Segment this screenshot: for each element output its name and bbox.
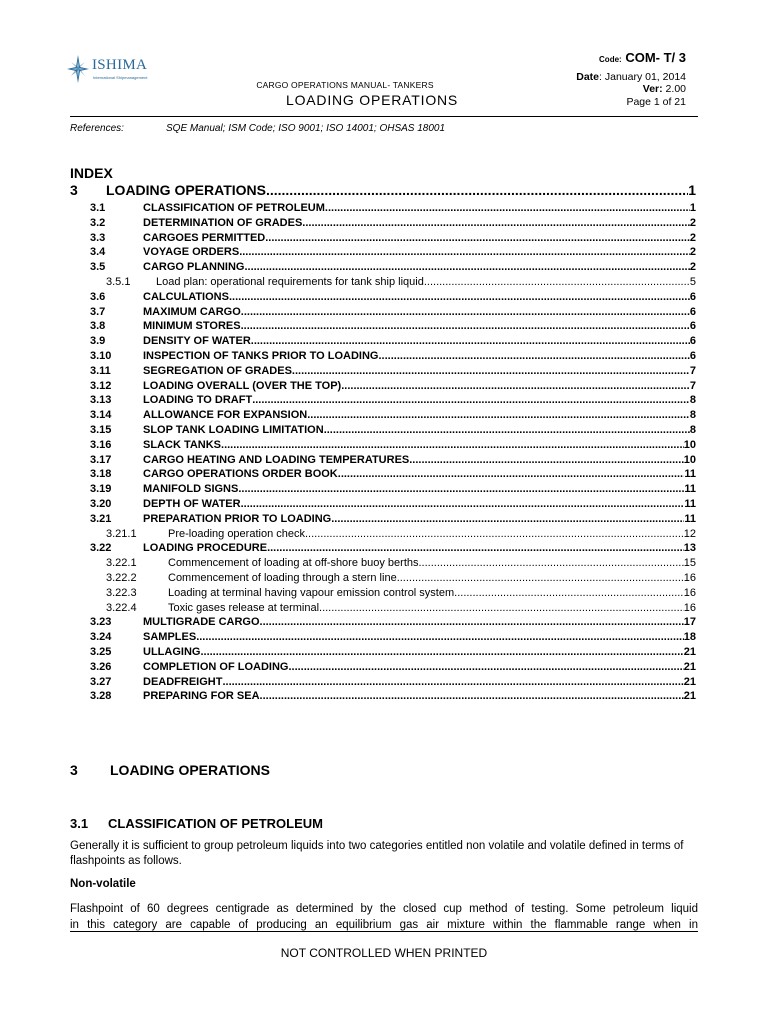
toc-entry-number: 3.10 xyxy=(90,349,112,362)
toc-leader-dots xyxy=(244,261,689,273)
toc-leader-dots xyxy=(302,217,690,229)
toc-entry-page: 6 xyxy=(689,305,696,318)
toc-entry[interactable] xyxy=(70,291,696,306)
toc-entry-title: CALCULATIONS xyxy=(143,290,229,303)
toc-entry-number: 3.14 xyxy=(90,409,112,422)
toc-entry-title: SLOP TANK LOADING LIMITATION xyxy=(143,423,324,436)
toc-entry-number: 3.11 xyxy=(90,364,111,377)
toc-entry-number: 3.25 xyxy=(90,645,112,658)
toc-entry-page: 8 xyxy=(689,423,696,436)
toc-entry-title: ALLOWANCE FOR EXPANSION xyxy=(143,409,308,422)
toc-entry-title: Commencement of loading through a stern line xyxy=(168,571,397,584)
toc-leader-dots xyxy=(324,424,690,436)
toc-entry[interactable] xyxy=(70,246,696,261)
paragraph-nonvolatile xyxy=(70,901,698,933)
version-label: Ver: xyxy=(642,83,663,95)
code-line xyxy=(576,52,686,67)
toc-leader-dots xyxy=(239,246,690,258)
toc-entry[interactable] xyxy=(70,572,696,587)
company-logo xyxy=(66,54,186,88)
toc-leader-dots xyxy=(260,690,684,702)
toc-entry-number: 3.22.4 xyxy=(106,601,137,614)
toc-entry-page: 11 xyxy=(684,468,696,481)
toc-leader-dots xyxy=(319,602,684,614)
toc-leader-dots xyxy=(251,335,690,347)
toc-entry-title: Commencement of loading at off-shore buoy berths xyxy=(168,557,419,570)
toc-entry[interactable] xyxy=(70,646,696,661)
toc-entry-title: INSPECTION OF TANKS PRIOR TO LOADING xyxy=(143,349,379,362)
toc-entry-number: 3.22 xyxy=(90,542,112,555)
toc-entry[interactable] xyxy=(70,542,696,557)
toc-entry-title: CLASSIFICATION OF PETROLEUM xyxy=(143,202,325,214)
toc-entry-number: 3.17 xyxy=(90,453,112,466)
toc-leader-dots xyxy=(338,468,685,480)
toc-entry-title: VOYAGE ORDERS xyxy=(143,246,240,259)
toc-leader-dots xyxy=(260,616,684,628)
section-heading xyxy=(70,762,270,778)
toc-leader-dots xyxy=(424,276,690,288)
toc-entry-page: 2 xyxy=(689,216,696,229)
toc-leader-dots xyxy=(397,572,684,584)
toc-entry-title: COMPLETION OF LOADING xyxy=(143,660,289,673)
toc-entry-title: CARGOES PERMITTED xyxy=(143,231,266,244)
paragraph-line: Flashpoint of 60 degrees centigrade as determined by the closed cup method of testing. Some petroleum liquid xyxy=(70,903,698,915)
index-heading: INDEX xyxy=(70,165,113,181)
toc-entry-title: SAMPLES xyxy=(143,631,197,644)
date-line xyxy=(576,71,686,84)
toc-entry-page: 21 xyxy=(683,645,696,658)
toc-entry-number: 3.18 xyxy=(90,468,112,481)
toc-entry-page: 6 xyxy=(689,335,696,348)
logo-name: ISHIMA xyxy=(92,57,148,73)
toc-entry[interactable] xyxy=(70,202,696,217)
document-title: LOADING OPERATIONS xyxy=(286,92,459,108)
toc-entry-number: 3.6 xyxy=(90,290,106,303)
logo-tagline: International Shipmanagement xyxy=(93,75,148,80)
document-meta xyxy=(576,52,686,108)
toc-entry[interactable] xyxy=(70,232,696,247)
toc-entry-title: PREPARING FOR SEA xyxy=(143,690,260,703)
toc-entry-page: 11 xyxy=(684,483,696,496)
toc-entry-number: 3.5 xyxy=(90,261,106,274)
toc-entry-title: DETERMINATION OF GRADES xyxy=(143,216,303,229)
toc-entry-number: 3.3 xyxy=(90,231,106,244)
toc-entry[interactable] xyxy=(70,468,696,483)
toc-entry-title: DENSITY OF WATER xyxy=(143,335,251,348)
toc-entry-page: 10 xyxy=(683,438,696,451)
references-value: SQE Manual; ISM Code; ISO 9001; ISO 14001; OHSAS 18001 xyxy=(166,123,446,134)
toc-entry-title: PREPARATION PRIOR TO LOADING xyxy=(143,512,332,525)
toc-entry-page: 6 xyxy=(689,290,696,303)
footer-note: NOT CONTROLLED WHEN PRINTED xyxy=(280,946,488,960)
toc-entry[interactable] xyxy=(70,631,696,646)
toc-entry-title: ULLAGING xyxy=(143,645,201,658)
toc-entry-page: 2 xyxy=(689,246,696,259)
toc-entry-number: 3.5.1 xyxy=(106,275,131,288)
toc-leader-dots xyxy=(419,557,684,569)
toc-entry-number: 3.23 xyxy=(90,616,112,629)
toc-entry-page: 16 xyxy=(683,586,696,599)
toc-leader-dots xyxy=(238,483,684,495)
toc-entry-number: 3.24 xyxy=(90,631,112,644)
nonvolatile-heading: Non-volatile xyxy=(70,878,136,890)
toc-entry-title: CARGO HEATING AND LOADING TEMPERATURES xyxy=(143,453,410,466)
toc-entry-title: DEPTH OF WATER xyxy=(143,497,241,510)
toc-entry-page: 8 xyxy=(689,394,696,407)
toc-entry-title: LOADING PROCEDURE xyxy=(143,542,268,555)
toc-entry[interactable] xyxy=(70,320,696,335)
toc-entry[interactable] xyxy=(70,350,696,365)
toc-entry[interactable] xyxy=(70,454,696,469)
toc-entry[interactable] xyxy=(70,661,696,676)
toc-entry-title: Pre-loading operation check xyxy=(168,527,305,540)
toc-entry[interactable] xyxy=(70,557,696,572)
toc-entry-number: 3.2 xyxy=(90,216,106,229)
toc-entry-number: 3.12 xyxy=(90,379,112,392)
table-of-contents xyxy=(70,182,696,705)
toc-entry[interactable] xyxy=(70,217,696,232)
toc-entry-title: Toxic gases release at terminal xyxy=(168,601,320,614)
toc-entry-number: 3 xyxy=(70,182,78,198)
date-label: Date xyxy=(576,70,600,83)
toc-entry-page: 17 xyxy=(683,616,696,629)
code-value: COM- T/ 3 xyxy=(625,50,686,65)
toc-entry-title: MANIFOLD SIGNS xyxy=(143,483,239,496)
toc-leader-dots xyxy=(341,380,690,392)
toc-entry-title: DEADFREIGHT xyxy=(143,675,223,688)
toc-entry[interactable] xyxy=(70,676,696,691)
toc-entry-title: LOADING OPERATIONS xyxy=(106,182,266,198)
toc-entry[interactable] xyxy=(70,587,696,602)
toc-entry-number: 3.16 xyxy=(90,438,112,451)
toc-entry-title: MAXIMUM CARGO xyxy=(143,305,241,318)
toc-leader-dots xyxy=(454,587,684,599)
toc-leader-dots xyxy=(265,232,690,244)
toc-entry-page: 2 xyxy=(689,261,696,274)
toc-entry[interactable] xyxy=(70,498,696,513)
toc-entry-number: 3.15 xyxy=(90,423,112,436)
toc-entry-number: 3.27 xyxy=(90,675,112,688)
toc-entry-title: CARGO PLANNING xyxy=(143,261,245,274)
toc-entry-page: 2 xyxy=(689,231,696,244)
toc-entry-number: 3.1 xyxy=(90,202,106,214)
toc-leader-dots xyxy=(200,646,683,658)
toc-entry-number: 3.19 xyxy=(90,483,112,496)
toc-entry-title: MULTIGRADE CARGO xyxy=(143,616,260,629)
toc-entry[interactable] xyxy=(70,616,696,631)
version-line xyxy=(576,83,686,96)
toc-entry-page: 6 xyxy=(689,349,696,362)
manual-label: CARGO OPERATIONS MANUAL- TANKERS xyxy=(256,80,434,90)
toc-entry[interactable] xyxy=(70,513,696,528)
toc-entry[interactable] xyxy=(70,483,696,498)
toc-leader-dots xyxy=(305,528,684,540)
section-number: 3 xyxy=(70,762,78,778)
subsection-title: CLASSIFICATION OF PETROLEUM xyxy=(108,816,323,831)
toc-entry[interactable] xyxy=(70,690,696,705)
toc-entry[interactable] xyxy=(70,335,696,350)
toc-entry-number: 3.28 xyxy=(90,690,112,703)
toc-entry-page: 10 xyxy=(683,453,696,466)
toc-leader-dots xyxy=(241,306,690,318)
toc-entry-page: 1 xyxy=(688,182,696,198)
toc-entry-title: LOADING OVERALL (OVER THE TOP) xyxy=(143,379,342,392)
toc-leader-dots xyxy=(267,542,684,554)
toc-leader-dots xyxy=(266,182,688,198)
toc-entry[interactable] xyxy=(70,602,696,617)
toc-entry-page: 21 xyxy=(683,675,696,688)
toc-entry-page: 12 xyxy=(683,527,696,540)
toc-entry-page: 7 xyxy=(689,364,696,377)
toc-leader-dots xyxy=(222,676,683,688)
toc-entry-number: 3.9 xyxy=(90,335,106,348)
toc-entry[interactable] xyxy=(70,276,696,291)
version-value: 2.00 xyxy=(662,83,686,95)
toc-entry[interactable] xyxy=(70,261,696,276)
references-label: References: xyxy=(70,123,124,134)
footer-divider xyxy=(70,931,698,932)
toc-entry-page: 8 xyxy=(689,409,696,422)
toc-entry[interactable] xyxy=(70,306,696,321)
toc-entry-number: 3.22.3 xyxy=(106,586,137,599)
subsection-heading xyxy=(70,816,323,831)
toc-entry-title: Load plan: operational requirements for tank ship liquid xyxy=(156,275,424,288)
date-value: : January 01, 2014 xyxy=(599,70,686,83)
toc-entry-page: 21 xyxy=(683,690,696,703)
toc-leader-dots xyxy=(196,631,684,643)
toc-entry-title: SEGREGATION OF GRADES xyxy=(143,364,292,377)
toc-entry[interactable] xyxy=(70,365,696,380)
toc-entry-page: 11 xyxy=(684,512,696,525)
toc-entry-page: 16 xyxy=(683,571,696,584)
page-info: Page 1 of 21 xyxy=(626,95,686,108)
paragraph-line: in this category are capable of producing an equilibrium gas air mixture within the flammable range when in xyxy=(70,919,698,931)
toc-entry[interactable] xyxy=(70,182,696,202)
code-label: Code: xyxy=(599,55,622,64)
toc-leader-dots xyxy=(241,320,690,332)
toc-leader-dots xyxy=(409,454,684,466)
toc-leader-dots xyxy=(292,365,690,377)
toc-leader-dots xyxy=(288,661,683,673)
toc-entry-number: 3.22.1 xyxy=(106,557,137,570)
toc-entry-title: Loading at terminal having vapour emission control system xyxy=(168,586,455,599)
toc-entry-page: 18 xyxy=(683,631,696,644)
toc-leader-dots xyxy=(252,394,690,406)
toc-leader-dots xyxy=(307,409,690,421)
toc-leader-dots xyxy=(379,350,690,362)
toc-entry-page: 7 xyxy=(689,379,696,392)
section-title: LOADING OPERATIONS xyxy=(110,762,270,778)
toc-entry-number: 3.4 xyxy=(90,246,106,259)
toc-entry[interactable] xyxy=(70,394,696,409)
toc-entry-number: 3.7 xyxy=(90,305,106,318)
toc-entry-number: 3.26 xyxy=(90,660,112,673)
toc-entry-title: LOADING TO DRAFT xyxy=(143,394,253,407)
toc-entry-number: 3.20 xyxy=(90,497,112,510)
toc-entry[interactable] xyxy=(70,424,696,439)
compass-star-icon xyxy=(66,54,90,84)
toc-entry-number: 3.22.2 xyxy=(106,571,137,584)
toc-entry-page: 1 xyxy=(689,202,696,214)
toc-entry-page: 13 xyxy=(683,542,696,555)
header-divider xyxy=(70,116,698,117)
toc-entry-page: 16 xyxy=(683,601,696,614)
toc-entry[interactable] xyxy=(70,380,696,395)
toc-entry-number: 3.8 xyxy=(90,320,106,333)
toc-entry-page: 21 xyxy=(683,660,696,673)
toc-leader-dots xyxy=(229,291,690,303)
toc-entry-page: 15 xyxy=(683,557,696,570)
toc-entry[interactable] xyxy=(70,439,696,454)
toc-leader-dots xyxy=(325,202,690,214)
toc-entry-title: CARGO OPERATIONS ORDER BOOK xyxy=(143,468,338,481)
toc-leader-dots xyxy=(331,513,684,525)
toc-entry-number: 3.21 xyxy=(90,512,112,525)
subsection-number: 3.1 xyxy=(70,816,89,831)
paragraph-classification: Generally it is sufficient to group petroleum liquids into two categories entitled non volatile and volatile defined in terms of flashpoints as follows. xyxy=(70,840,684,867)
toc-entry[interactable] xyxy=(70,409,696,424)
toc-entry-page: 11 xyxy=(684,497,696,510)
toc-entry-page: 6 xyxy=(689,320,696,333)
toc-leader-dots xyxy=(221,439,684,451)
toc-entry-title: SLACK TANKS xyxy=(143,438,222,451)
toc-entry-number: 3.21.1 xyxy=(106,527,137,540)
toc-entry-number: 3.13 xyxy=(90,394,112,407)
toc-leader-dots xyxy=(241,498,685,510)
toc-entry[interactable] xyxy=(70,528,696,543)
toc-entry-page: 5 xyxy=(689,275,696,288)
references-line xyxy=(70,123,445,134)
toc-entry-title: MINIMUM STORES xyxy=(143,320,241,333)
